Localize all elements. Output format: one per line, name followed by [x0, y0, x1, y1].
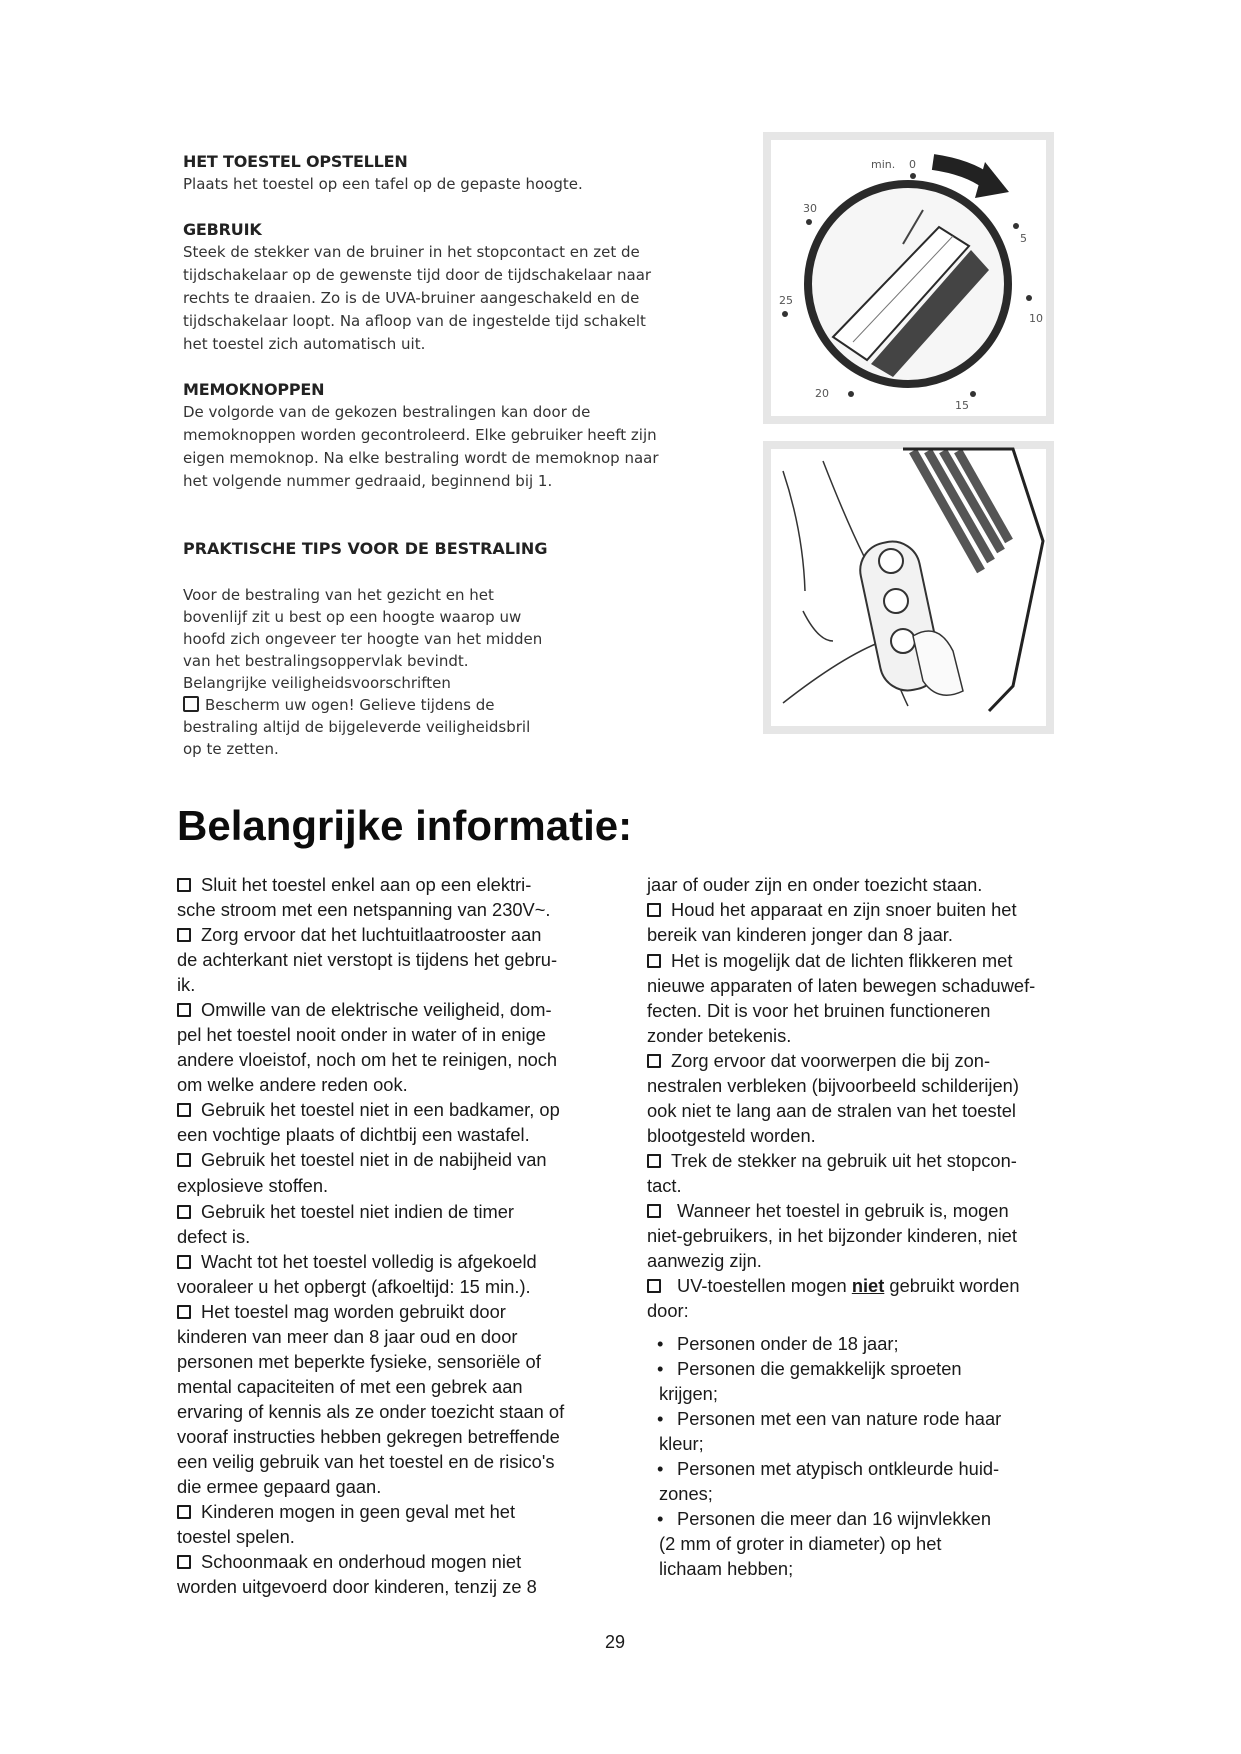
section-memoknoppen	[183, 380, 733, 493]
checkbox-icon	[177, 1305, 191, 1319]
checkbox-icon	[647, 903, 661, 917]
list-item: Zorg ervoor dat voorwerpen die bij zon- nestralen verbleken (bijvoorbeeld schilderijen) ook niet te lang aan de stralen van het toestel blootgesteld worden.	[647, 1050, 1019, 1146]
list-item: Trek de stekker na gebruik uit het stopcon- tact.	[647, 1150, 1017, 1196]
scanned-instructions	[183, 152, 733, 517]
list-item: • Personen met atypisch ontkleurde huid- zones;	[657, 1458, 1000, 1504]
text-opstellen: Plaats het toestel op een tafel op de gepaste hoogte.	[183, 175, 583, 193]
section-opstellen	[183, 152, 733, 196]
checkbox-icon	[647, 954, 661, 968]
right-column	[647, 872, 1077, 1581]
page-title: Belangrijke informatie:	[177, 802, 633, 849]
section-tips	[183, 539, 568, 760]
list-item: Zorg ervoor dat het luchtuitlaatrooster aan de achterkant niet verstopt is tijdens het gebru- ik.	[177, 924, 558, 995]
niet-emphasis: niet	[851, 1275, 885, 1296]
list-item: Schoonmaak en onderhoud mogen niet worden uitgevoerd door kinderen, tenzij ze 8	[177, 1551, 537, 1597]
list-item: Kinderen mogen in geen geval met het toestel spelen.	[177, 1501, 516, 1547]
checkbox-icon	[177, 1505, 191, 1519]
uv-bullet-list	[647, 1331, 1077, 1581]
memo-knob-illustration	[763, 441, 1054, 734]
list-item: Het toestel mag worden gebruikt door kinderen van meer dan 8 jaar oud en door personen met beperkte fysieke, sensoriële of mental capaciteiten of met een gebrek aan ervaring of kennis als ze onder toezicht staan of vooraf instructies hebben gekregen betreffende een veilig gebruik van het toestel en de risico's die ermee gepaard gaan.	[177, 1301, 565, 1497]
checkbox-icon	[177, 1003, 191, 1017]
checkbox-icon	[647, 1054, 661, 1068]
list-item: Omwille van de elektrische veiligheid, dom- pel het toestel nooit onder in water of in enige andere vloeistof, noch om het te reinigen, noch om welke andere reden ook.	[177, 999, 558, 1095]
checkbox-icon	[177, 1205, 191, 1219]
list-item: • Personen die meer dan 16 wijnvlekken (2 mm of groter in diameter) op het lichaam hebben;	[657, 1508, 992, 1579]
heading-gebruik: GEBRUIK	[183, 220, 262, 239]
checkbox-icon	[647, 1279, 661, 1293]
checkbox-icon	[177, 1153, 191, 1167]
dial-mark-10: 10	[1029, 312, 1043, 325]
checkbox-icon	[183, 696, 199, 712]
list-item: • Personen onder de 18 jaar;	[657, 1333, 899, 1354]
left-column	[177, 872, 597, 1599]
heading-opstellen: HET TOESTEL OPSTELLEN	[183, 152, 408, 171]
list-item: Het is mogelijk dat de lichten flikkeren met nieuwe apparaten of laten bewegen schaduwef- fecten. Dit is voor het bruinen functioneren zonder betekenis.	[647, 950, 1036, 1046]
continuation-text: jaar of ouder zijn en onder toezicht staan.	[647, 874, 983, 895]
checkbox-icon	[647, 1154, 661, 1168]
dial-mark-min: min.	[871, 158, 896, 171]
checkbox-icon	[647, 1204, 661, 1218]
dial-mark-25: 25	[779, 294, 793, 307]
list-item: Wanneer het toestel in gebruik is, mogen niet-gebruikers, in het bijzonder kinderen, niet aanwezig zijn.	[647, 1200, 1017, 1271]
text-tips: Voor de bestraling van het gezicht en het bovenlijf zit u best op een hoogte waarop uw hoofd zich ongeveer ter hoogte van het midden van het bestralingsoppervlak bevindt. Belangrijke veiligheidsvoorschriften Bescherm uw ogen! Gelieve tijdens de bestraling altijd de bijgeleverde veiligheidsbril op te zetten.	[183, 586, 543, 758]
text-memoknoppen: De volgorde van de gekozen bestralingen kan door de memoknoppen worden gecontroleerd. Elke gebruiker heeft zijn eigen memoknop. Na elke bestraling wordt de memoknop naar het volgende nummer gedraaid, beginnend bij 1.	[183, 403, 659, 490]
heading-tips: PRAKTISCHE TIPS VOOR DE BESTRALING	[183, 539, 548, 558]
checkbox-icon	[177, 928, 191, 942]
dial-mark-0: 0	[909, 158, 916, 171]
heading-memoknoppen: MEMOKNOPPEN	[183, 380, 325, 399]
timer-dial-illustration	[763, 132, 1054, 424]
text-gebruik: Steek de stekker van de bruiner in het stopcontact en zet de tijdschakelaar op de gewenste tijd door de tijdschakelaar naar rechts te draaien. Zo is de UVA-bruiner aangeschakeld en de tijdschakelaar loopt. Na afloop van de ingestelde tijd schakelt het toestel zich automatisch uit.	[183, 243, 652, 353]
list-item: Sluit het toestel enkel aan op een elektri- sche stroom met een netspanning van 230V~.	[177, 874, 551, 920]
list-item: Gebruik het toestel niet indien de timer defect is.	[177, 1201, 514, 1247]
dial-mark-5: 5	[1020, 232, 1027, 245]
checkbox-icon	[177, 878, 191, 892]
checkbox-icon	[177, 1555, 191, 1569]
checkbox-icon	[177, 1255, 191, 1269]
checkbox-icon	[177, 1103, 191, 1117]
list-item: Gebruik het toestel niet in een badkamer, op een vochtige plaats of dichtbij een wastafel.	[177, 1099, 560, 1145]
section-gebruik	[183, 220, 733, 356]
list-item: • Personen die gemakkelijk sproeten krijgen;	[657, 1358, 962, 1404]
dial-mark-15: 15	[955, 399, 969, 412]
list-item: • Personen met een van nature rode haar kleur;	[657, 1408, 1002, 1454]
list-item: Gebruik het toestel niet in de nabijheid van explosieve stoffen.	[177, 1149, 547, 1196]
dial-mark-20: 20	[815, 387, 829, 400]
page-number: 29	[605, 1632, 626, 1652]
list-item: Wacht tot het toestel volledig is afgekoeld vooraleer u het opbergt (afkoeltijd: 15 min.).	[177, 1251, 537, 1297]
list-item: Houd het apparaat en zijn snoer buiten het bereik van kinderen jonger dan 8 jaar.	[647, 899, 1017, 945]
dial-mark-30: 30	[803, 202, 817, 215]
uv-intro: UV-toestellen mogen niet gebruikt worden door:	[647, 1275, 1020, 1321]
